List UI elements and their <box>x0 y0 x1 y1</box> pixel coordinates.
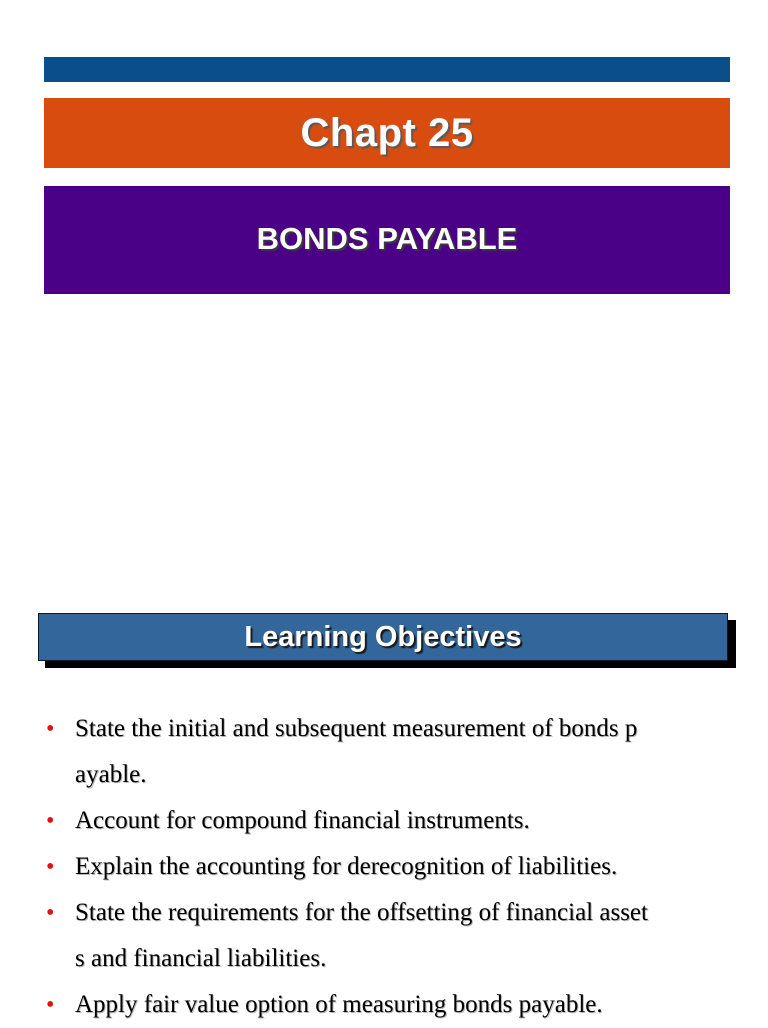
list-item <box>44 982 734 1028</box>
bullet-icon: • <box>46 900 55 926</box>
list-item <box>44 706 734 798</box>
objectives-title: Learning Objectives <box>244 620 522 653</box>
chapter-banner <box>44 98 730 168</box>
objectives-list <box>44 706 734 1028</box>
bullet-icon: • <box>46 808 55 834</box>
objective-text: Account for compound financial instruments. <box>75 807 530 834</box>
top-accent-bar <box>44 57 730 82</box>
slide-subtitle: BONDS PAYABLE <box>256 221 518 256</box>
chapter-title: Chapt 25 <box>300 110 474 155</box>
objective-text: State the initial and subsequent measurement of bonds p ayable. <box>75 715 638 788</box>
bullet-icon: • <box>46 716 55 742</box>
list-item <box>44 844 734 890</box>
list-item <box>44 890 734 982</box>
objective-text: State the requirements for the offsetting of financial asset s and financial liabilities. <box>75 899 648 972</box>
objective-text: Apply fair value option of measuring bonds payable. <box>75 991 603 1018</box>
bullet-icon: • <box>46 992 55 1018</box>
subtitle-banner <box>44 186 730 294</box>
bullet-icon: • <box>46 854 55 880</box>
list-item <box>44 798 734 844</box>
objectives-header <box>38 613 728 661</box>
objective-text: Explain the accounting for derecognition of liabilities. <box>75 853 618 880</box>
